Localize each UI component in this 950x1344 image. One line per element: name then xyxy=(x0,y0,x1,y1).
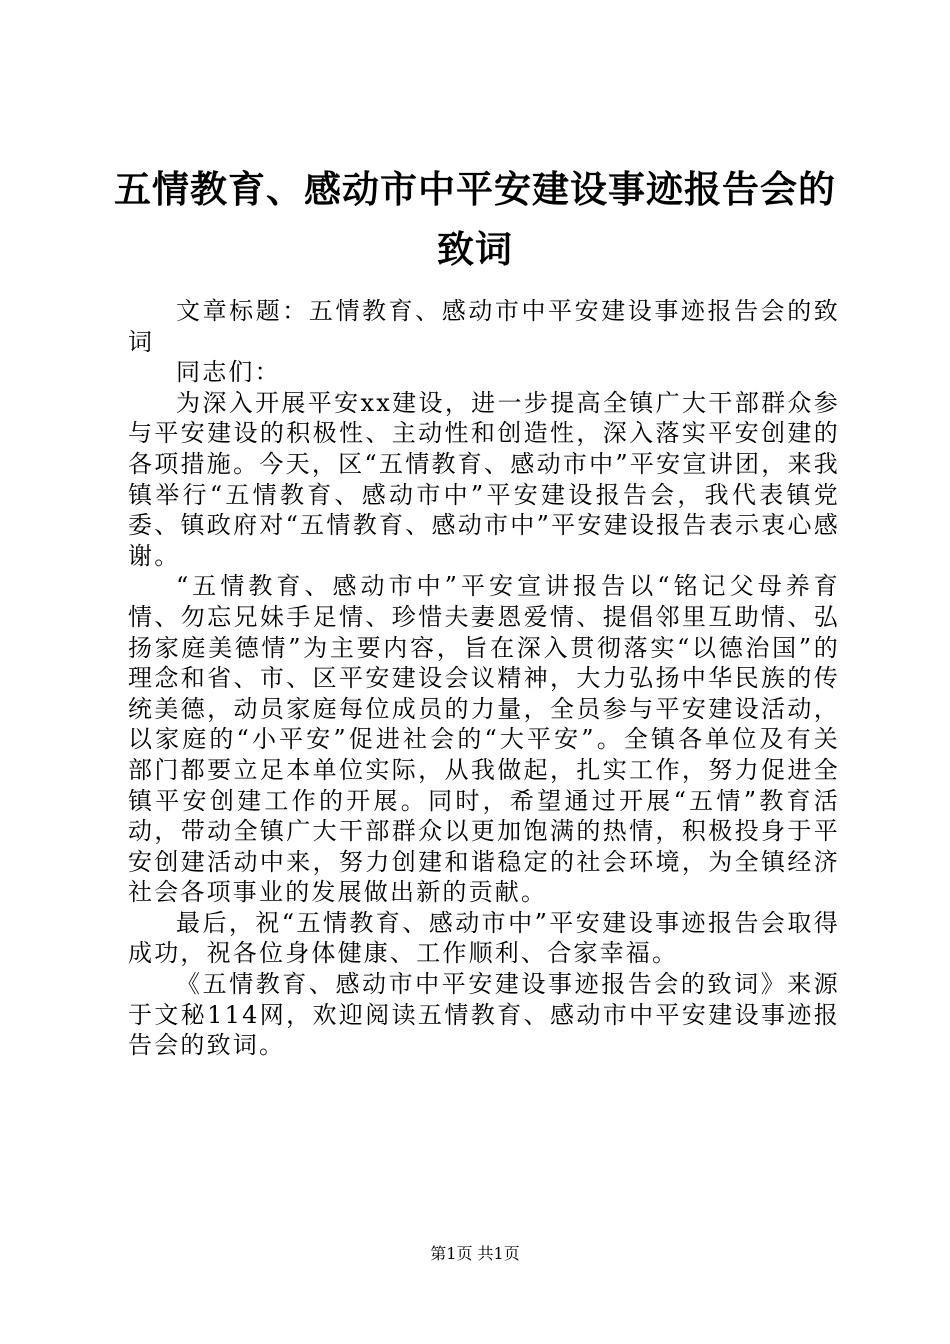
page-number-footer: 第1页 共1页 xyxy=(430,1244,520,1263)
body-paragraph: “五情教育、感动市中”平安宣讲报告以“铭记父母养育情、勿忘兄妹手足情、珍惜夫妻恩爱情、提倡邻里互助情、弘扬家庭美德情”为主要内容，旨在深入贯彻落实“以德治国”的理念和省、市、区平安建设会议精神，大力弘扬中华民族的传统美德，动员家庭每位成员的力量，全员参与平安建设活动，以家庭的“小平安”促进社会的“大平安”。全镇各单位及有关部门都要立足本单位实际，从我做起，扎实工作，努力促进全镇平安创建工作的开展。同时，希望通过开展“五情”教育活动，带动全镇广大干部群众以更加饱满的热情，积极投身于平安创建活动中来，努力创建和谐稳定的社会环境，为全镇经济社会各项事业的发展做出新的贡献。 xyxy=(128,572,840,907)
article-title-line: 文章标题：五情教育、感动市中平安建设事迹报告会的致词 xyxy=(128,297,840,356)
source-note: 《五情教育、感动市中平安建设事迹报告会的致词》来源于文秘114网，欢迎阅读五情教育、感动市中平安建设事迹报告会的致词。 xyxy=(128,970,840,1060)
salutation: 同志们： xyxy=(176,358,281,387)
document-title: 五情教育、感动市中平安建设事迹报告会的致词 xyxy=(114,168,836,271)
document-body xyxy=(128,296,840,1061)
closing-paragraph: 最后，祝“五情教育、感动市中”平安建设事迹报告会取得成功，祝各位身体健康、工作顺利、合家幸福。 xyxy=(128,908,840,968)
body-paragraph: 为深入开展平安xx建设，进一步提高全镇广大干部群众参与平安建设的积极性、主动性和创造性，深入落实平安创建的各项措施。今天，区“五情教育、感动市中”平安宣讲团，来我镇举行“五情教育、感动市中”平安建设报告会，我代表镇党委、镇政府对“五情教育、感动市中”平安建设报告表示衷心感谢。 xyxy=(128,388,840,570)
